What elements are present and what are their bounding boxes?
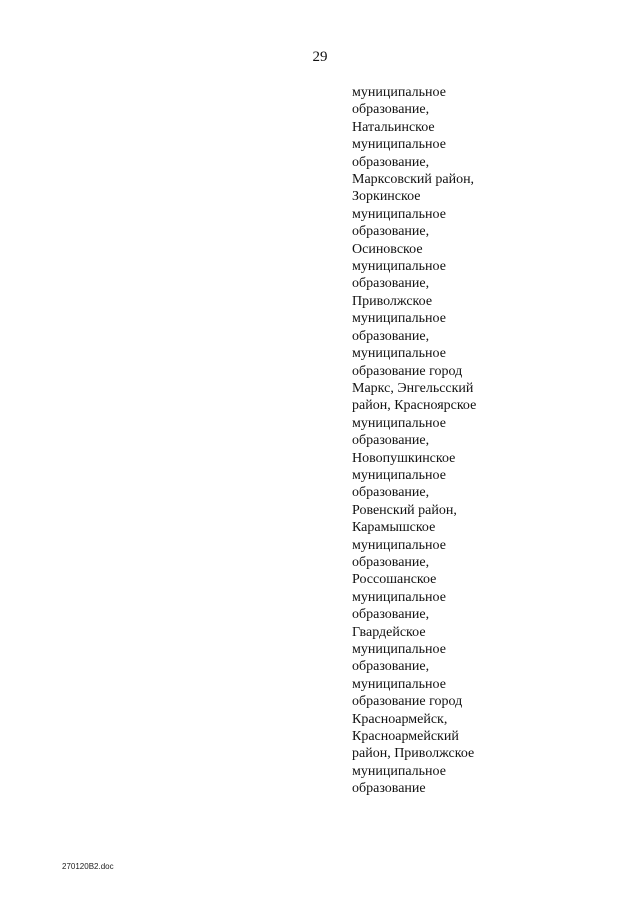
text-column <box>352 84 476 798</box>
text-line: муниципальное <box>352 85 446 100</box>
text-line: муниципальное <box>352 415 446 431</box>
text-line: образование, <box>352 328 430 344</box>
text-line: муниципальное <box>352 311 446 327</box>
footer-filename: 270120В2.doc <box>62 862 114 871</box>
text-line: Россошанское <box>352 572 437 588</box>
text-line: Новопушкинское <box>352 450 456 466</box>
text-line: Красноармейск, <box>352 711 448 727</box>
text-line: Осиновское <box>352 241 423 257</box>
text-line: муниципальное <box>352 589 446 605</box>
text-line: муниципальное <box>352 346 446 362</box>
text-line: образование, <box>352 224 430 240</box>
text-line: район, Красноярское <box>352 398 477 414</box>
text-line: муниципальное <box>352 763 446 779</box>
text-line: район, Приволжское <box>352 746 475 762</box>
text-line: Красноармейский <box>352 729 459 745</box>
text-line: образование, <box>352 276 430 292</box>
text-line: Ровенский район, <box>352 502 457 518</box>
text-line: муниципальное <box>352 467 446 483</box>
text-line: Гвардейское <box>352 624 426 640</box>
text-line: муниципальное <box>352 206 446 222</box>
text-line: образование, <box>352 659 430 675</box>
text-line: образование, <box>352 154 430 170</box>
text-line: Марксовский район, <box>352 172 475 188</box>
text-line: образование, <box>352 554 430 570</box>
text-line: муниципальное <box>352 137 446 153</box>
text-line: образование, <box>352 433 430 449</box>
text-line: Приволжское <box>352 293 433 309</box>
page-number: 29 <box>312 49 328 65</box>
text-line: муниципальное <box>352 259 446 275</box>
text-line: Зоркинское <box>352 189 421 205</box>
text-line: Карамышское <box>352 520 436 536</box>
text-line: образование, <box>352 102 430 118</box>
text-line: Натальинское <box>352 119 435 135</box>
text-line: муниципальное <box>352 537 446 553</box>
text-line: образование город <box>352 694 463 710</box>
text-line: муниципальное <box>352 676 446 692</box>
text-line: образование город <box>352 363 463 379</box>
text-line: образование, <box>352 607 430 623</box>
text-line: образование, <box>352 485 430 501</box>
text-line: муниципальное <box>352 642 446 657</box>
text-line: Маркс, Энгельсский <box>352 380 474 396</box>
text-line: образование <box>352 781 426 797</box>
